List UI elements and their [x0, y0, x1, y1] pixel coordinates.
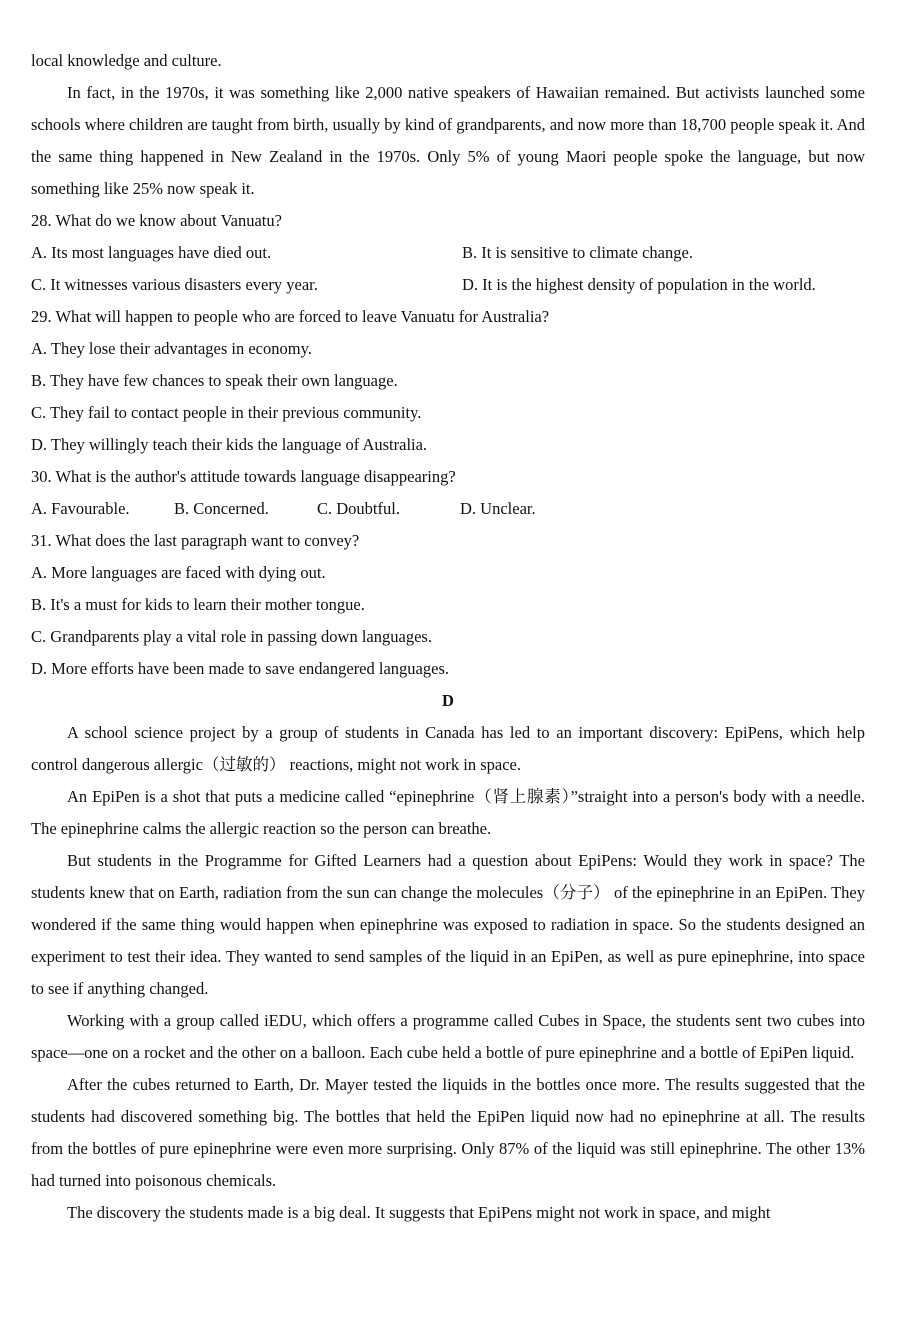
option-d: D. More efforts have been made to save endangered languages.	[31, 659, 449, 678]
question-30	[31, 461, 865, 525]
option-b: B. It's a must for kids to learn their mother tongue.	[31, 595, 365, 614]
question-stem: 29. What will happen to people who are forced to leave Vanuatu for Australia?	[31, 307, 550, 326]
option-c: C. It witnesses various disasters every year.	[31, 275, 318, 294]
passage-d-paragraph-6: The discovery the students made is a big deal. It suggests that EpiPens might not work in space, and might	[67, 1203, 771, 1222]
question-stem: 28. What do we know about Vanuatu?	[31, 211, 282, 230]
question-28	[31, 205, 865, 301]
passage-d-paragraph-1: A school science project by a group of students in Canada has led to an important discovery: EpiPens, which help control dangerous allergic（过敏的） reactions, might not work in space.	[31, 723, 865, 774]
option-row	[31, 269, 865, 301]
option-a: A. Favourable.	[31, 499, 130, 518]
option-a: A. Its most languages have died out.	[31, 243, 272, 262]
option-c: C. Grandparents play a vital role in passing down languages.	[31, 627, 432, 646]
option-d: D. Unclear.	[460, 499, 536, 518]
question-29	[31, 301, 865, 461]
question-31	[31, 525, 865, 685]
question-stem: 31. What does the last paragraph want to convey?	[31, 531, 360, 550]
option-b: B. Concerned.	[174, 499, 269, 518]
passage-d-paragraph-4: Working with a group called iEDU, which offers a programme called Cubes in Space, the students sent two cubes into space—one on a rocket and the other on a balloon. Each cube held a bottle of pure epinephrine and a bottle of EpiPen liquid.	[31, 1011, 865, 1062]
option-a: A. More languages are faced with dying out.	[31, 563, 326, 582]
option-c: C. Doubtful.	[317, 499, 400, 518]
option-b: B. They have few chances to speak their own language.	[31, 371, 398, 390]
passage-d-paragraph-5: After the cubes returned to Earth, Dr. Mayer tested the liquids in the bottles once more. The results suggested that the students had discovered something big. The bottles that held the EpiPen liquid now had no epinephrine at all. The results from the bottles of pure epinephrine were even more surprising. Only 87% of the liquid was still epinephrine. The other 13% had turned into poisonous chemicals.	[31, 1075, 865, 1190]
question-stem: 30. What is the author's attitude towards language disappearing?	[31, 467, 456, 486]
passage-d-heading: D	[442, 691, 454, 710]
option-row	[31, 493, 865, 525]
option-d: D. They willingly teach their kids the language of Australia.	[31, 435, 428, 454]
passage-d-paragraph-2: An EpiPen is a shot that puts a medicine called “epinephrine（肾上腺素）”straight into a person's body with a needle. The epinephrine calms the allergic reaction so the person can breathe.	[31, 787, 865, 838]
passage-d-paragraph-3: But students in the Programme for Gifted Learners had a question about EpiPens: Would they work in space? The students knew that on Earth, radiation from the sun can change the molecules（分子） of the epinephrine in an EpiPen. They wondered if the same thing would happen when epinephrine was exposed to radiation in space. So the students designed an experiment to test their idea. They wanted to send samples of the liquid in an EpiPen, as well as pure epinephrine, into space to see if anything changed.	[31, 851, 865, 998]
option-a: A. They lose their advantages in economy.	[31, 339, 312, 358]
option-c: C. They fail to contact people in their previous community.	[31, 403, 422, 422]
option-b: B. It is sensitive to climate change.	[462, 243, 693, 262]
passage-c-last-paragraph: In fact, in the 1970s, it was something like 2,000 native speakers of Hawaiian remained. But activists launched some schools where children are taught from birth, usually by kind of grandparents, and now more than 18,700 people speak it. And the same thing happened in New Zealand in the 1970s. Only 5% of young Maori people spoke the language, but now something like 25% now speak it.	[31, 83, 865, 198]
option-row	[31, 237, 865, 269]
exam-page	[31, 45, 865, 1229]
option-d: D. It is the highest density of population in the world.	[462, 275, 816, 294]
passage-c-tail-line: local knowledge and culture.	[31, 51, 222, 70]
